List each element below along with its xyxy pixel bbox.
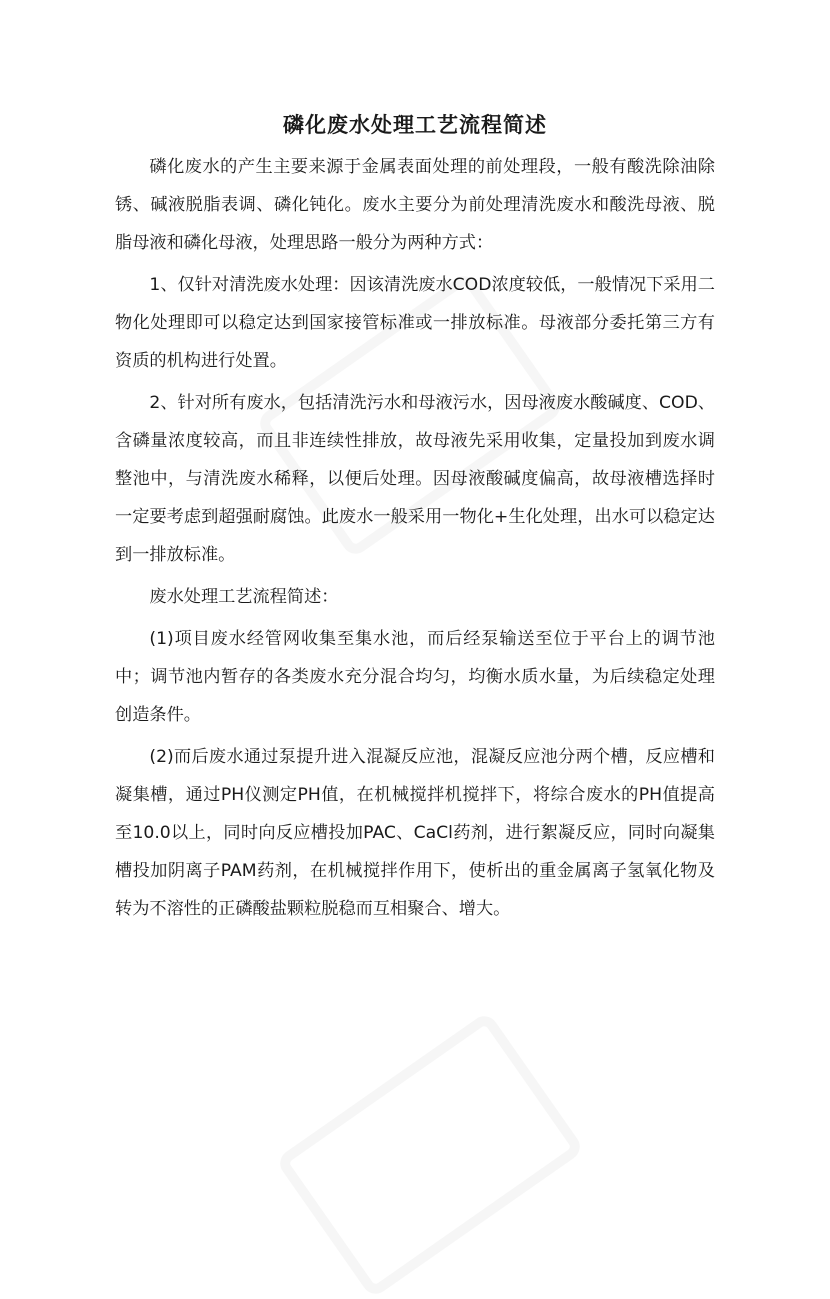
watermark [275,1011,585,1299]
document-title: 磷化废水处理工艺流程简述 [283,113,547,137]
paragraph-process-heading: 废水处理工艺流程简述： [149,587,339,607]
paragraph-step-1: (1)项目废水经管网收集至集水池，而后经泵输送至位于平台上的调节池中；调节池内暂存的各类废水充分混合均匀，均衡水质水量，为后续稳定处理创造条件。 [115,629,715,725]
paragraph-intro: 磷化废水的产生主要来源于金属表面处理的前处理段，一般有酸洗除油除锈、碱液脱脂表调、磷化钝化。废水主要分为前处理清洗废水和酸洗母液、脱脂母液和磷化母液，处理思路一般分为两种方式： [115,157,715,253]
paragraph-method-2: 2、针对所有废水，包括清洗污水和母液污水，因母液废水酸碱度、COD、含磷量浓度较高，而且非连续性排放，故母液先采用收集，定量投加到废水调整池中，与清洗废水稀释，以便后处理。因母液酸碱度偏高，故母液槽选择时一定要考虑到超强耐腐蚀。此废水一般采用一物化+生化处理，出水可以稳定达到一排放标准。 [115,393,715,565]
paragraph-step-2: (2)而后废水通过泵提升进入混凝反应池，混凝反应池分两个槽，反应槽和凝集槽，通过PH仪测定PH值，在机械搅拌机搅拌下，将综合废水的PH值提高至10.0以上，同时向反应槽投加PAC、CaCl药剂，进行絮凝反应，同时向凝集槽投加阴离子PAM药剂，在机械搅拌作用下，使析出的重金属离子氢氧化物及转为不溶性的正磷酸盐颗粒脱稳而互相聚合、增大。 [115,747,715,919]
paragraph-method-1: 1、仅针对清洗废水处理：因该清洗废水COD浓度较低，一般情况下采用二物化处理即可以稳定达到国家接管标准或一排放标准。母液部分委托第三方有资质的机构进行处置。 [115,275,715,371]
document-body [115,148,715,928]
